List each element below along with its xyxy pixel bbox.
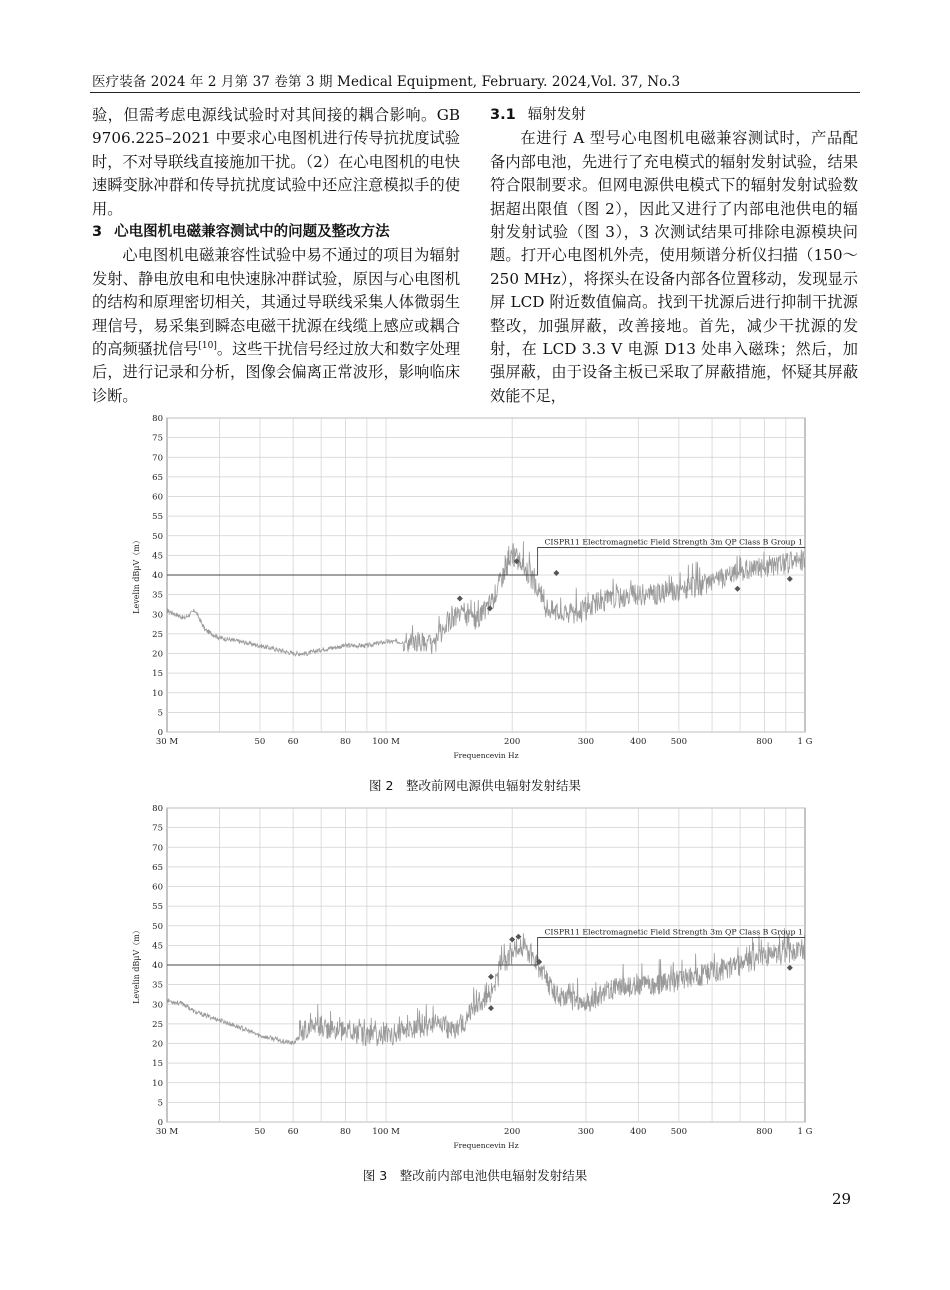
y-tick-label: 50 [152, 531, 163, 542]
y-tick-label: 65 [152, 472, 163, 483]
x-tick-label: 500 [670, 737, 688, 747]
figure-2-chart [125, 410, 825, 760]
x-tick-label: 60 [287, 1127, 299, 1137]
left-paragraph-2-tail: 。这些干扰信号经过放大和数字处理后，进行记录和分析，图像会偏离正常波形，影响临床诊断。 [92, 340, 461, 405]
section-3-heading [92, 221, 460, 244]
citation-ref: [10] [198, 341, 217, 351]
left-paragraph-1: 验，但需考虑电源线试验时对其间接的耦合影响。GB 9706.225–2021 中要求心电图机进行传导抗扰度试验时，不对导联线直接施加干扰。（2）在心电图机的电快速瞬变脉冲群和传导抗扰度试验中还应注意模拟手的使用。 [92, 106, 460, 218]
x-tick-label: 1 G [797, 737, 813, 747]
y-tick-label: 70 [152, 843, 163, 854]
y-tick-label: 20 [152, 1039, 163, 1050]
y-tick-label: 15 [152, 1059, 163, 1070]
limit-line-label: CISPR11 Electromagnetic Field Strength 3m QP Class B Group 1 [544, 927, 803, 937]
y-tick-label: 25 [152, 629, 163, 640]
y-tick-label: 10 [152, 1078, 163, 1089]
y-tick-label: 70 [152, 453, 163, 464]
x-tick-label: 30 M [155, 1127, 179, 1137]
figure-3-caption: 图 3 整改前内部电池供电辐射发射结果 [362, 1168, 588, 1183]
x-tick-label: 60 [287, 737, 299, 747]
section-3-1-title: 辐射发射 [527, 107, 586, 123]
header-divider [90, 92, 860, 93]
x-tick-label: 80 [340, 737, 351, 747]
y-tick-label: 20 [152, 649, 163, 660]
figure-2-caption: 图 2 整改前网电源供电辐射发射结果 [369, 778, 581, 793]
y-tick-label: 40 [152, 571, 163, 581]
x-tick-label: 30 M [155, 737, 179, 747]
left-paragraph-2-text: 心电图机电磁兼容性试验中易不通过的项目为辐射发射、静电放电和电快速脉冲群试验，原因与心电图机的结构和原理密切相关，其通过导联线采集人体微弱生理信号，易采集到瞬态电磁干扰源在线缆上感应或耦合的高频骚扰信号 [92, 246, 460, 359]
y-tick-label: 80 [152, 414, 163, 424]
x-axis-label: Frequencevin Hz [453, 1141, 519, 1150]
limit-line-label: CISPR11 Electromagnetic Field Strength 3m QP Class B Group 1 [544, 537, 803, 547]
y-tick-label: 60 [152, 882, 163, 893]
x-tick-label: 80 [340, 1127, 351, 1137]
y-tick-label: 40 [152, 961, 163, 971]
x-tick-label: 50 [254, 737, 266, 747]
section-3-1-heading [490, 104, 858, 127]
section-3-title: 心电图机电磁兼容测试中的问题及整改方法 [114, 224, 390, 241]
y-tick-label: 5 [157, 708, 163, 719]
x-tick-label: 400 [630, 1127, 647, 1137]
x-tick-label: 100 M [372, 1127, 400, 1137]
section-3-number: 3 [92, 224, 103, 241]
y-tick-label: 5 [157, 1098, 163, 1109]
y-tick-label: 35 [152, 590, 163, 601]
x-tick-label: 500 [670, 1127, 688, 1137]
y-tick-label: 75 [152, 823, 163, 834]
y-tick-label: 30 [152, 1000, 163, 1011]
figure-3-chart [125, 800, 825, 1150]
y-tick-label: 50 [152, 921, 163, 932]
x-tick-label: 800 [756, 1127, 773, 1137]
right-column [490, 104, 858, 408]
y-tick-label: 55 [152, 902, 163, 913]
x-tick-label: 100 M [372, 737, 400, 747]
right-paragraph-1: 在进行 A 型号心电图机电磁兼容测试时，产品配备内部电池，先进行了充电模式的辐射发射试验，结果符合限制要求。但网电源供电模式下的辐射发射试验数据超出限值（图 2），因此又进行了内部电池供电的辐射发射试验（图 3），3 次测试结果可排除电源模块问题。打开心电图机外壳，使用频谱分析仪扫描（150～250 MHz），将探头在设备内部各位置移动，发现显示屏 LCD 附近数值偏高。找到干扰源后进行抑制干扰源整改，加强屏蔽，改善接地。首先，减少干扰源的发射，在 LCD 3.3 V 电源 D13 处串入磁珠；然后，加强屏蔽，由于设备主板已采取了屏蔽措施，怀疑其屏蔽效能不足， [490, 129, 858, 405]
x-tick-label: 200 [504, 737, 521, 747]
x-tick-label: 300 [577, 737, 595, 747]
y-tick-label: 45 [152, 551, 163, 562]
x-axis-label: Frequencevin Hz [453, 751, 519, 760]
x-tick-label: 400 [630, 737, 647, 747]
section-3-1-number: 3.1 [490, 107, 516, 123]
x-tick-label: 50 [254, 1127, 266, 1137]
y-tick-label: 10 [152, 688, 163, 699]
y-tick-label: 45 [152, 941, 163, 952]
x-tick-label: 800 [756, 737, 773, 747]
y-tick-label: 35 [152, 980, 163, 991]
y-tick-label: 25 [152, 1019, 163, 1030]
y-tick-label: 30 [152, 610, 163, 621]
y-tick-label: 55 [152, 512, 163, 523]
x-tick-label: 1 G [797, 1127, 813, 1137]
y-tick-label: 0 [157, 728, 163, 738]
x-tick-label: 200 [504, 1127, 521, 1137]
y-tick-label: 80 [152, 804, 163, 814]
left-paragraph-2 [92, 244, 460, 408]
y-tick-label: 0 [157, 1118, 163, 1128]
left-column [92, 104, 460, 408]
y-axis-label: Levelin dBμV（m） [132, 926, 141, 1004]
y-axis-label: Levelin dBμV（m） [132, 536, 141, 614]
y-tick-label: 65 [152, 862, 163, 873]
y-tick-label: 75 [152, 433, 163, 444]
journal-header: 医疗装备 2024 年 2 月第 37 卷第 3 期 Medical Equipment, February. 2024,Vol. 37, No.3 [92, 74, 681, 90]
x-tick-label: 300 [577, 1127, 595, 1137]
page-number: 29 [832, 1190, 852, 1208]
y-tick-label: 60 [152, 492, 163, 503]
y-tick-label: 15 [152, 669, 163, 680]
